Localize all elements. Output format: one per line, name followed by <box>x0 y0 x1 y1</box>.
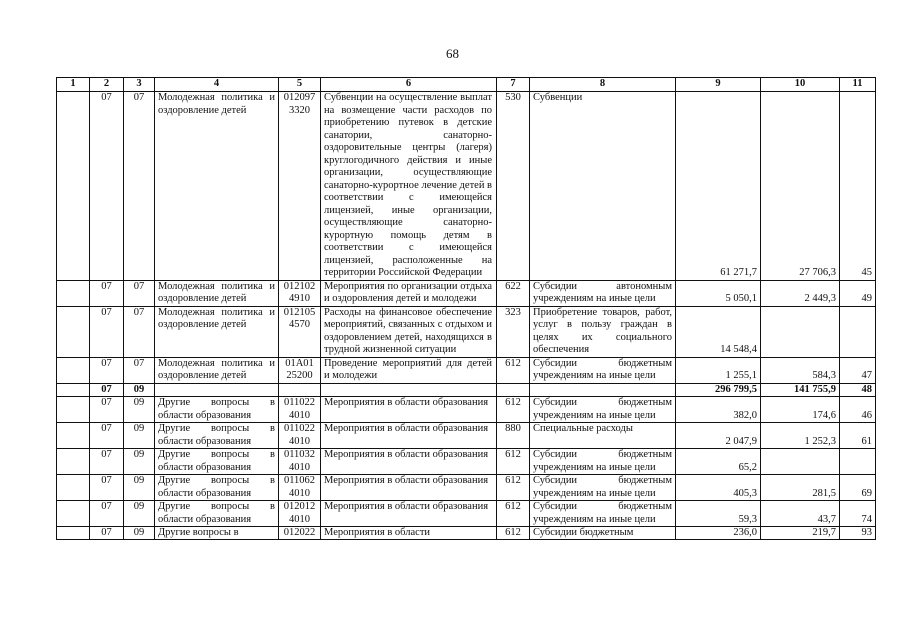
cell-description: Мероприятия в области образования <box>321 501 497 527</box>
cell-section-name: Другие вопросы в области образования <box>155 423 279 449</box>
cell-target-code <box>279 383 321 397</box>
cell-c2: 07 <box>90 475 124 501</box>
cell-section-name <box>155 383 279 397</box>
cell-expense-name <box>530 383 676 397</box>
cell-col1 <box>57 475 90 501</box>
cell-percent: 74 <box>840 501 876 527</box>
cell-c3: 09 <box>124 501 155 527</box>
column-header-1: 1 <box>57 78 90 92</box>
cell-col1 <box>57 423 90 449</box>
cell-col1 <box>57 397 90 423</box>
code-part-2: 3320 <box>289 104 310 116</box>
column-header-10: 10 <box>761 78 840 92</box>
cell-description: Проведение мероприятий для детей и молодежи <box>321 357 497 383</box>
table-row <box>57 527 876 540</box>
table-body <box>57 92 876 540</box>
cell-c2: 07 <box>90 383 124 397</box>
cell-amount-actual: 219,7 <box>761 527 840 540</box>
cell-c3: 07 <box>124 92 155 281</box>
cell-description: Мероприятия в области образования <box>321 397 497 423</box>
cell-c3: 07 <box>124 306 155 357</box>
cell-c2: 07 <box>90 357 124 383</box>
table-row <box>57 383 876 397</box>
cell-expense-name: Субвенции <box>530 92 676 281</box>
cell-col1 <box>57 383 90 397</box>
cell-percent: 49 <box>840 280 876 306</box>
column-header-8: 8 <box>530 78 676 92</box>
cell-description: Мероприятия в области образования <box>321 423 497 449</box>
cell-percent: 47 <box>840 357 876 383</box>
cell-amount-plan: 59,3 <box>676 501 761 527</box>
code-part-1: 011032 <box>283 449 316 460</box>
cell-c3: 09 <box>124 527 155 540</box>
cell-expense-name: Субсидии автономным учреждениям на иные цели <box>530 280 676 306</box>
table-row <box>57 449 876 475</box>
cell-col1 <box>57 357 90 383</box>
cell-expense-type: 612 <box>497 527 530 540</box>
page-number: 68 <box>446 46 459 61</box>
cell-col1 <box>57 501 90 527</box>
cell-expense-type: 530 <box>497 92 530 281</box>
cell-amount-actual: 141 755,9 <box>761 383 840 397</box>
cell-amount-actual: 1 252,3 <box>761 423 840 449</box>
column-header-6: 6 <box>321 78 497 92</box>
cell-description: Мероприятия в области образования <box>321 475 497 501</box>
cell-expense-type: 323 <box>497 306 530 357</box>
cell-percent <box>840 306 876 357</box>
cell-target-code <box>279 397 321 423</box>
table-row <box>57 92 876 281</box>
cell-c2: 07 <box>90 449 124 475</box>
code-part-1: 011062 <box>283 475 316 486</box>
code-part-1: 012012 <box>283 501 316 512</box>
cell-c3: 07 <box>124 357 155 383</box>
cell-section-name: Молодежная политика и оздоровление детей <box>155 92 279 281</box>
cell-description: Мероприятия в области образования <box>321 449 497 475</box>
cell-target-code <box>279 280 321 306</box>
column-header-7: 7 <box>497 78 530 92</box>
cell-expense-name: Субсидии бюджетным учреждениям на иные цели <box>530 501 676 527</box>
cell-section-name: Другие вопросы в области образования <box>155 397 279 423</box>
column-header-2: 2 <box>90 78 124 92</box>
cell-expense-type: 622 <box>497 280 530 306</box>
cell-amount-actual: 584,3 <box>761 357 840 383</box>
code-part-1: 011022 <box>283 423 316 434</box>
code-part-1: 012097 <box>283 92 316 103</box>
cell-col1 <box>57 449 90 475</box>
cell-amount-plan: 5 050,1 <box>676 280 761 306</box>
code-part-2: 4570 <box>289 319 310 330</box>
cell-c2: 07 <box>90 280 124 306</box>
cell-expense-name: Специальные расходы <box>530 423 676 449</box>
code-part-2: 4010 <box>289 409 310 421</box>
cell-amount-actual: 27 706,3 <box>761 92 840 281</box>
table-row <box>57 306 876 357</box>
cell-expense-type: 612 <box>497 357 530 383</box>
cell-amount-actual <box>761 306 840 357</box>
cell-c3: 09 <box>124 383 155 397</box>
cell-target-code <box>279 527 321 540</box>
cell-section-name: Молодежная политика и оздоровление детей <box>155 306 279 357</box>
cell-expense-type: 612 <box>497 475 530 501</box>
cell-c3: 07 <box>124 280 155 306</box>
code-part-1: 012022 <box>283 527 316 538</box>
cell-c3: 09 <box>124 397 155 423</box>
cell-amount-actual: 2 449,3 <box>761 280 840 306</box>
code-part-2: 25200 <box>286 370 313 381</box>
cell-amount-plan: 2 047,9 <box>676 423 761 449</box>
cell-section-name: Молодежная политика и оздоровление детей <box>155 357 279 383</box>
cell-target-code <box>279 306 321 357</box>
cell-target-code <box>279 475 321 501</box>
cell-percent: 61 <box>840 423 876 449</box>
column-header-9: 9 <box>676 78 761 92</box>
cell-expense-name: Субсидии бюджетным учреждениям на иные цели <box>530 449 676 475</box>
cell-col1 <box>57 280 90 306</box>
cell-description: Расходы на финансовое обеспечение мероприятий, связанных с отдыхом и оздоровлением детей, находящихся в трудной жизненной ситуации <box>321 306 497 357</box>
table-row <box>57 475 876 501</box>
code-part-2: 4010 <box>289 435 310 447</box>
budget-table <box>56 77 876 540</box>
cell-expense-type: 612 <box>497 449 530 475</box>
cell-amount-plan: 1 255,1 <box>676 357 761 383</box>
cell-section-name: Другие вопросы в области образования <box>155 475 279 501</box>
cell-amount-actual: 43,7 <box>761 501 840 527</box>
header-row <box>57 78 876 92</box>
cell-description: Мероприятия по организации отдыха и оздоровления детей и молодежи <box>321 280 497 306</box>
cell-percent <box>840 449 876 475</box>
cell-section-name: Другие вопросы в <box>155 527 279 540</box>
column-header-4: 4 <box>155 78 279 92</box>
cell-amount-actual <box>761 449 840 475</box>
cell-c2: 07 <box>90 501 124 527</box>
column-header-5: 5 <box>279 78 321 92</box>
cell-c3: 09 <box>124 423 155 449</box>
cell-c2: 07 <box>90 423 124 449</box>
cell-col1 <box>57 92 90 281</box>
table-row <box>57 280 876 306</box>
table-row <box>57 423 876 449</box>
cell-c2: 07 <box>90 92 124 281</box>
cell-expense-name: Субсидии бюджетным учреждениям на иные цели <box>530 357 676 383</box>
cell-percent: 69 <box>840 475 876 501</box>
cell-c2: 07 <box>90 306 124 357</box>
column-header-11: 11 <box>840 78 876 92</box>
cell-target-code <box>279 501 321 527</box>
cell-percent: 48 <box>840 383 876 397</box>
cell-expense-type: 880 <box>497 423 530 449</box>
cell-expense-type: 612 <box>497 501 530 527</box>
cell-c2: 07 <box>90 527 124 540</box>
column-header-3: 3 <box>124 78 155 92</box>
cell-col1 <box>57 527 90 540</box>
code-part-1: 012105 <box>283 306 316 318</box>
cell-c3: 09 <box>124 475 155 501</box>
code-part-1: 011022 <box>283 397 316 408</box>
code-part-1: 01А01 <box>285 357 314 369</box>
cell-expense-type <box>497 383 530 397</box>
cell-col1 <box>57 306 90 357</box>
cell-description: Субвенции на осуществление выплат на возмещение части расходов по приобретению путевок в детские санатории, санаторно-оздоровительные центры (лагеря) круглогодичного действия и иные организации, осуществляющие санаторно-курортное лечение детей в соответствии с имеющейся лицензией, иные организации, осуществляющие санаторно-курортную помощь детям в соответствии с имеющейся лицензией, расположенные на территории Российской Федерации <box>321 92 497 281</box>
cell-expense-name: Субсидии бюджетным учреждениям на иные цели <box>530 397 676 423</box>
cell-target-code <box>279 92 321 281</box>
cell-amount-plan: 65,2 <box>676 449 761 475</box>
code-part-2: 4010 <box>289 461 310 473</box>
cell-target-code <box>279 357 321 383</box>
code-part-2: 4910 <box>289 293 310 304</box>
cell-expense-name: Субсидии бюджетным учреждениям на иные цели <box>530 475 676 501</box>
cell-amount-plan: 236,0 <box>676 527 761 540</box>
cell-amount-plan: 14 548,4 <box>676 306 761 357</box>
table-row <box>57 357 876 383</box>
table-row <box>57 397 876 423</box>
cell-description <box>321 383 497 397</box>
code-part-2: 4010 <box>289 487 310 499</box>
cell-expense-name: Субсидии бюджетным <box>530 527 676 540</box>
cell-amount-plan: 405,3 <box>676 475 761 501</box>
cell-expense-name: Приобретение товаров, работ, услуг в пользу граждан в целях их социального обеспечения <box>530 306 676 357</box>
cell-percent: 93 <box>840 527 876 540</box>
code-part-2: 4010 <box>289 513 310 525</box>
cell-percent: 45 <box>840 92 876 281</box>
code-part-1: 012102 <box>283 280 316 292</box>
table-row <box>57 501 876 527</box>
cell-c3: 09 <box>124 449 155 475</box>
cell-target-code <box>279 423 321 449</box>
cell-amount-plan: 382,0 <box>676 397 761 423</box>
cell-c2: 07 <box>90 397 124 423</box>
cell-amount-actual: 174,6 <box>761 397 840 423</box>
cell-section-name: Молодежная политика и оздоровление детей <box>155 280 279 306</box>
cell-target-code <box>279 449 321 475</box>
cell-section-name: Другие вопросы в области образования <box>155 501 279 527</box>
cell-amount-plan: 61 271,7 <box>676 92 761 281</box>
cell-expense-type: 612 <box>497 397 530 423</box>
cell-percent: 46 <box>840 397 876 423</box>
cell-amount-plan: 296 799,5 <box>676 383 761 397</box>
cell-section-name: Другие вопросы в области образования <box>155 449 279 475</box>
cell-amount-actual: 281,5 <box>761 475 840 501</box>
cell-description: Мероприятия в области <box>321 527 497 540</box>
